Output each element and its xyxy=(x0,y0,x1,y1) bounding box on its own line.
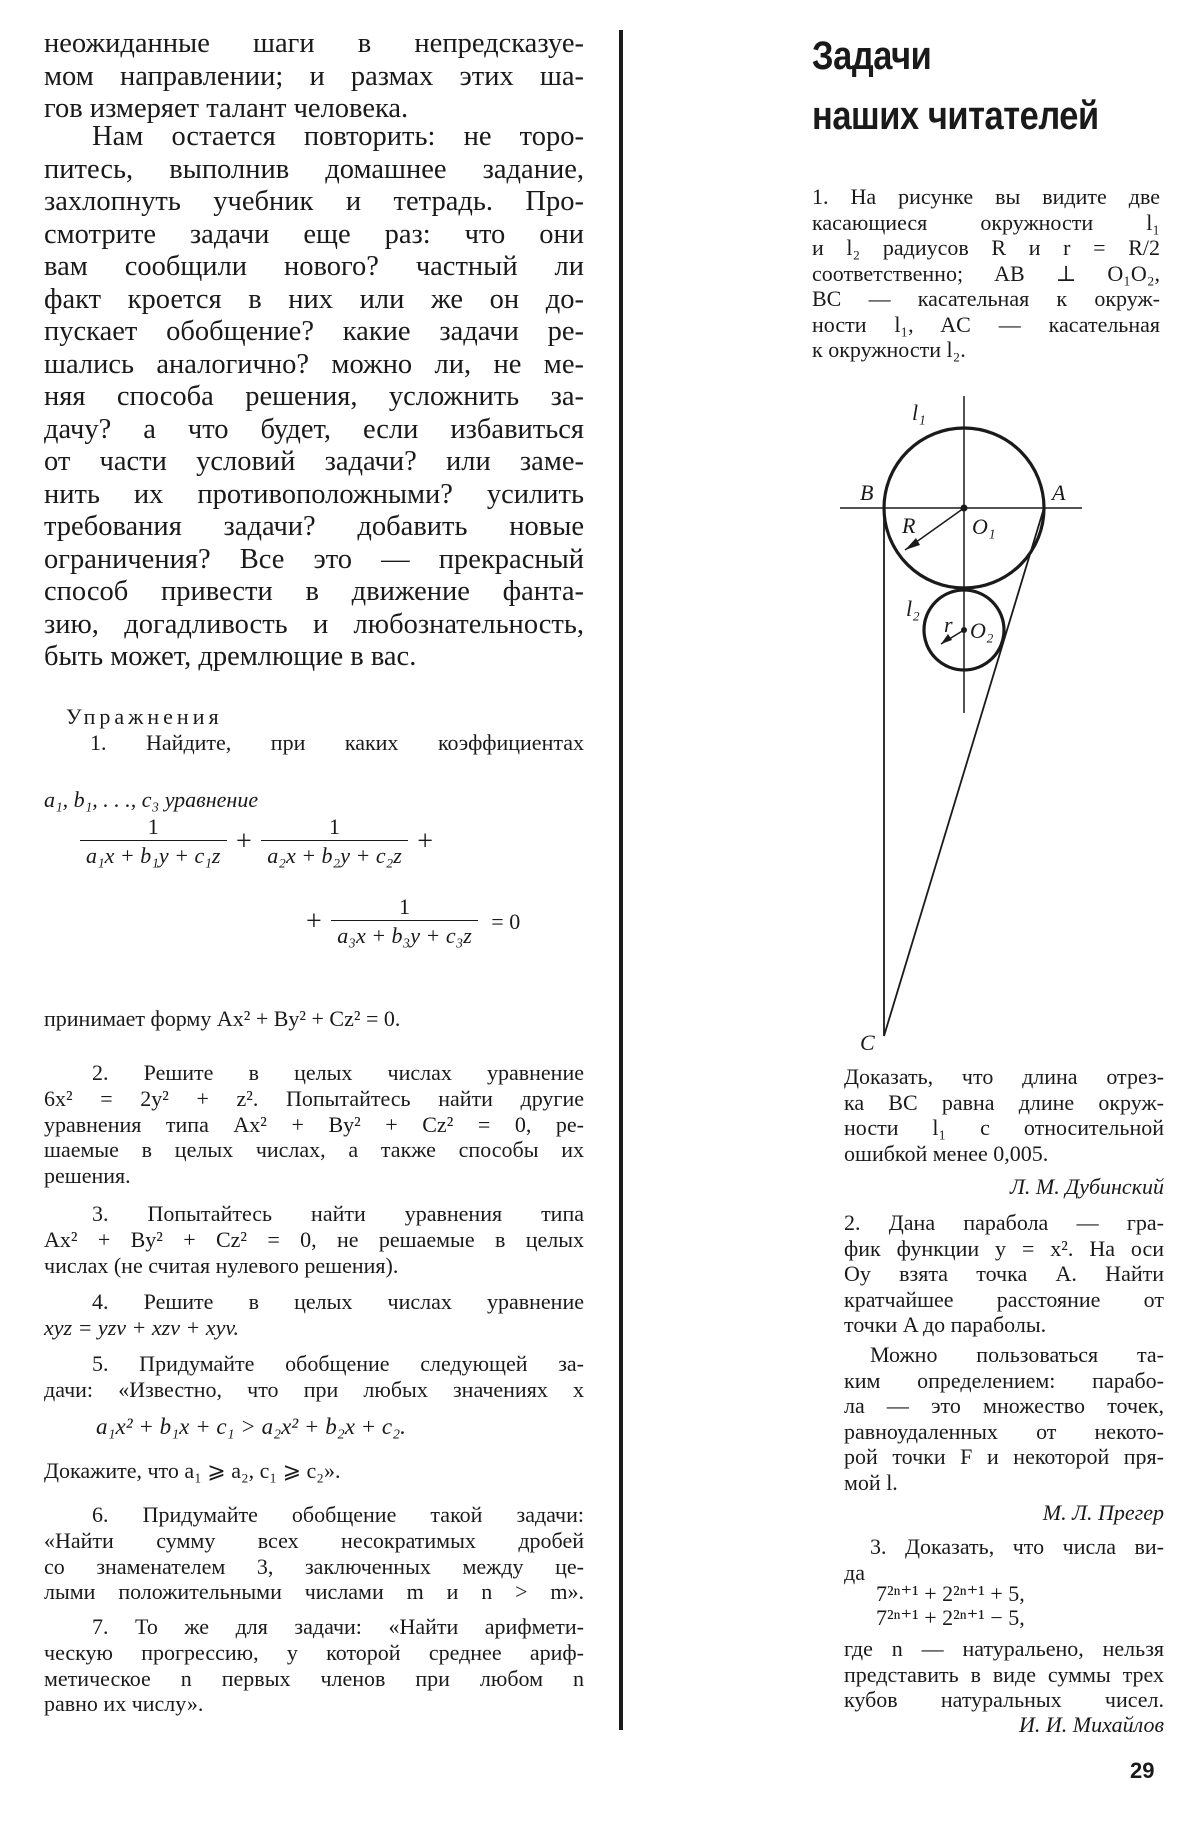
text-line: способ привести в движение фанта- xyxy=(44,576,584,607)
text-line: ка BC равна длине окруж- xyxy=(844,1089,1164,1115)
exercise-5-end xyxy=(44,1458,340,1484)
label-r-big: R xyxy=(902,513,916,538)
text-line: Ax² + By² + Cz² = 0, не решаемые в целых xyxy=(44,1226,584,1252)
author-preger xyxy=(844,1500,1164,1526)
exercises-heading xyxy=(66,704,223,730)
fraction-numerator: 1 xyxy=(329,814,341,839)
text-line: да xyxy=(844,1559,865,1585)
author-mikhailov xyxy=(844,1712,1164,1738)
plus-sign: + xyxy=(417,825,434,857)
formula: 7²ⁿ⁺¹ + 2²ⁿ⁺¹ + 5, xyxy=(876,1581,1025,1606)
exercise-5 xyxy=(44,1351,584,1403)
exercise-3 xyxy=(44,1201,584,1278)
label-l2: l₂ xyxy=(906,596,920,621)
text-line: ческую прогрессию, у которой среднее ариф- xyxy=(44,1639,584,1665)
text-line: питесь, выполнив домашнее задание, xyxy=(44,153,584,185)
text-line: принимает форму Ax² + By² + Cz² = 0. xyxy=(44,1006,401,1031)
text-line: где n — натуральено, нельзя xyxy=(844,1636,1164,1661)
equation-row-1 xyxy=(80,814,437,869)
text-line: рой точки F и некоторой пря- xyxy=(844,1444,1164,1469)
text-line: решения. xyxy=(44,1163,131,1189)
text-line: 3. Попытайтесь найти уравнения типа xyxy=(92,1201,584,1226)
text-line: ограничения? Все это — прекрасный xyxy=(44,543,584,575)
conclusion-paragraph xyxy=(44,121,584,674)
text-line: 6x² = 2y² + z². Попытайтесь найти другие xyxy=(44,1085,584,1111)
problem-3-end xyxy=(844,1636,1164,1713)
fraction-2 xyxy=(261,814,408,869)
text-line: гов измеряет талант человека. xyxy=(44,93,409,124)
intro-paragraph xyxy=(44,28,584,126)
text-line: Доказать, что длина отрез- xyxy=(844,1064,1164,1089)
problem-1-proof xyxy=(844,1064,1164,1166)
text-line: ким определением: парабо- xyxy=(844,1367,1164,1393)
page-number xyxy=(1130,1758,1154,1784)
text-line: ности l₁ с относительной xyxy=(844,1115,1164,1140)
exercise-5-formula xyxy=(96,1414,406,1440)
page-number-text: 29 xyxy=(1130,1758,1155,1783)
exercise-4 xyxy=(44,1289,584,1341)
text-line: дачу? а что будет, если избавиться xyxy=(44,413,584,445)
problem-3-statement xyxy=(844,1534,1164,1585)
text-line: кубов натуральных чисел. xyxy=(844,1687,1164,1712)
text-line: неожиданные шаги в непредсказуе- xyxy=(44,28,584,59)
text-line: ошибкой менее 0,005. xyxy=(844,1140,1049,1166)
fraction-numerator: 1 xyxy=(147,814,159,839)
problem-2-hint xyxy=(844,1342,1164,1495)
text-line: 2. Дана парабола — гра- xyxy=(844,1210,1164,1235)
problem-2-statement xyxy=(844,1210,1164,1338)
text-line: дачи: «Известно, что при любых значениях x xyxy=(44,1376,584,1402)
text-line: уравнения типа Ax² + By² + Cz² = 0, ре- xyxy=(44,1111,584,1137)
plus-sign: + xyxy=(236,825,252,857)
fraction-denominator: a₂x + b₂y + c₂z xyxy=(261,840,408,869)
text-line: нить их противоположными? усилить xyxy=(44,478,584,510)
text-line: равно их числу». xyxy=(44,1691,204,1717)
text-line: ла — это множество точек, xyxy=(844,1393,1164,1418)
exercise-1-result xyxy=(44,1006,400,1032)
text-line: лыми положительными числами m и n > m». xyxy=(44,1579,584,1605)
text-line: шались аналогично? можно ли, не ме- xyxy=(44,348,584,380)
text-line: BC — касательная к окруж- xyxy=(812,286,1160,311)
text-line: пускает обобщение? какие задачи ре- xyxy=(44,316,584,347)
label-a: A xyxy=(1052,480,1066,505)
text-line: фик функции y = x². На оси xyxy=(844,1235,1164,1261)
column-divider xyxy=(619,30,623,1730)
fraction-numerator: 1 xyxy=(399,894,411,919)
text-line: смотрите задачи еще раз: что они xyxy=(44,218,584,250)
text-line: мом направлении; и размах этих ша- xyxy=(44,60,584,92)
label-o2: O₂ xyxy=(970,618,994,643)
center-o2 xyxy=(961,627,967,633)
text-line: Можно пользоваться та- xyxy=(870,1342,1164,1367)
text-line: со знаменателем 3, заключенных между це- xyxy=(44,1553,584,1579)
arrow-r-big xyxy=(905,538,920,550)
text-line: вам сообщили нового? частный ли xyxy=(44,251,584,282)
text-line: няя способа решения, усложнить за- xyxy=(44,381,584,412)
fraction-denominator: a₁x + b₁y + c₁z xyxy=(80,840,227,869)
text-line: xyz = yzv + xzv + xyv. xyxy=(44,1314,239,1340)
text-line: требования задачи? добавить новые xyxy=(44,511,584,542)
fraction-3 xyxy=(331,894,478,949)
text-line: 7. То же для задачи: «Найти арифмети- xyxy=(92,1614,584,1639)
author-dubinsky xyxy=(844,1174,1164,1200)
fraction-1 xyxy=(80,814,227,869)
equals-zero: = 0 xyxy=(491,908,521,934)
exercises-heading-text: Упражнения xyxy=(66,704,223,729)
problem-3-formulas xyxy=(876,1582,1025,1630)
exercise-6 xyxy=(44,1502,584,1605)
text-line: факт кроется в них или же он до- xyxy=(44,283,584,315)
text-line: 4. Решите в целых числах уравнение xyxy=(92,1289,584,1314)
text-line: Нам остается повторить: не торо- xyxy=(92,121,584,152)
label-l1: l₁ xyxy=(912,400,926,425)
text-line: a₁, b₁, . . ., c₃ уравнение xyxy=(44,787,259,812)
formula: 7²ⁿ⁺¹ + 2²ⁿ⁺¹ − 5, xyxy=(876,1605,1025,1630)
text-line: к окружности l₂. xyxy=(812,337,966,362)
exercise-1-variables xyxy=(44,787,258,813)
fraction-denominator: a₃x + b₃y + c₃z xyxy=(331,920,478,949)
exercise-2 xyxy=(44,1060,584,1189)
section-title xyxy=(812,26,1099,146)
text-line: соответственно; AB ⊥ O₁O₂, xyxy=(812,260,1160,286)
text-line: быть может, дремлющие в вас. xyxy=(44,641,417,672)
text-line: равноудаленных от некото- xyxy=(844,1418,1164,1444)
text-line: шаемые в целых числах, а также способы их xyxy=(44,1137,584,1163)
formula: a₁x² + b₁x + c₁ > a₂x² + b₂x + c₂. xyxy=(96,1414,406,1439)
author-name: М. Л. Прегер xyxy=(1042,1500,1164,1525)
text-line: от части условий задачи? или заме- xyxy=(44,446,584,477)
text-line: точки A до параболы. xyxy=(844,1312,1047,1337)
plus-sign: + xyxy=(306,905,322,937)
text-line: метическое n первых членов при любом n xyxy=(44,1665,584,1691)
label-r-small: r xyxy=(944,612,953,637)
circles-figure xyxy=(820,388,1090,1058)
label-c: C xyxy=(860,1030,875,1055)
text-line: ности l₁, AC — касательная xyxy=(812,311,1160,337)
text-line: 6. Придумайте обобщение такой задачи: xyxy=(92,1502,584,1527)
text-line: кратчайшее расстояние от xyxy=(844,1286,1164,1312)
text-line: Докажите, что a₁ ⩾ a₂, c₁ ⩾ c₂». xyxy=(44,1458,341,1483)
text-line: Oy взята точка A. Найти xyxy=(844,1261,1164,1286)
text-line: представить в виде суммы трех xyxy=(844,1661,1164,1687)
title-line: наших читателей xyxy=(812,94,1099,138)
text-line: 2. Решите в целых числах уравнение xyxy=(92,1060,584,1085)
exercise-1-intro xyxy=(90,730,584,756)
text-line: зию, догадливость и любознательность, xyxy=(44,608,584,640)
equation-row-2 xyxy=(302,894,520,949)
text-line: 1. Найдите, при каких коэффициентах xyxy=(90,730,584,755)
text-line: касающиеся окружности l₁ xyxy=(812,209,1160,235)
title-line: Задачи xyxy=(812,34,932,78)
text-line: 5. Придумайте обобщение следующей за- xyxy=(92,1351,584,1376)
text-line: числах (не считая нулевого решения). xyxy=(44,1252,399,1278)
text-line: «Найти сумму всех несократимых дробей xyxy=(44,1527,584,1553)
text-line: мой l. xyxy=(844,1469,898,1495)
problem-1-statement xyxy=(812,184,1160,363)
text-line: 3. Доказать, что числа ви- xyxy=(870,1534,1164,1559)
text-line: и l₂ радиусов R и r = R/2 xyxy=(812,235,1160,260)
center-o1 xyxy=(961,505,968,512)
label-b: B xyxy=(860,480,874,505)
label-o1: O₁ xyxy=(972,514,996,539)
text-line: захлопнуть учебник и тетрадь. Про- xyxy=(44,186,584,217)
text-line: 1. На рисунке вы видите две xyxy=(812,184,1160,209)
exercise-7 xyxy=(44,1614,584,1717)
author-name: И. И. Михайлов xyxy=(1019,1712,1164,1737)
author-name: Л. М. Дубинский xyxy=(1009,1174,1164,1199)
